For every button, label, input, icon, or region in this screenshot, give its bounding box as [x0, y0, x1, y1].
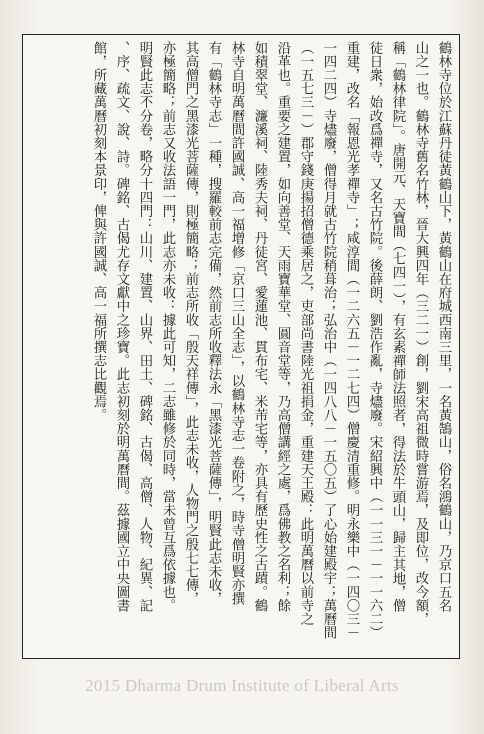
text-column: 重建，改名「報恩光孝禪寺」；咸淳間（一二六五－一二七四）僧慶清重修。明永樂中（一四〇三－ [344, 41, 359, 640]
text-column: 明賢此志不分卷，略分十四門：山川、建置、山界、田土、碑銘、古偈、高僧、人物、紀異、記 [137, 41, 152, 613]
text-column: 山之一也。鶴林寺舊名竹林，晉大興四年（三二一）創，劉宋高祖微時嘗游焉，及即位，改今額， [413, 41, 428, 626]
text-column: 如積翠堂、濂溪祠、陸秀夫祠、丹徒宮、愛蓮池、貫布宅、米芾宅等，亦具有歷史性之古蹟。鶴 [252, 41, 267, 613]
text-column: （一五七三－）郡守錢庚揚招僧德乘居之，吏部尚書陸光祖捐金，重建天王殿：此明萬曆以前寺之 [298, 41, 313, 626]
vertical-text-block [29, 41, 453, 652]
text-column: 亦極簡略；前志又收法語一門，此志亦未收：據此可知，二志雖修於同時，當未曾互爲依據也。 [160, 41, 175, 613]
text-frame [22, 34, 460, 659]
text-column: 林寺自明萬曆間許國誠、高一福增修「京口三山全志」，以鶴林寺志一卷附之，時寺僧明賢亦撰 [229, 41, 244, 606]
watermark-text: 2015 Dharma Drum Institute of Liberal Arts [85, 676, 399, 695]
text-column: 其高僧門之黑漆光菩薩傳，則極簡略；前志所收「殷天祥傳」，此志未收，人物門之殷七七傳， [183, 41, 198, 606]
text-column: 鶴林寺位於江蘇丹徒黃鶴山下，黃鶴山在府城西南三里，一名黃鵠山，俗名鴻鶴山，乃京口五名 [436, 41, 451, 613]
text-column: 有「鶴林寺志」一種，搜羅較前志完備，然前志所收釋法永「黑漆光菩薩傳」，明賢此志未收， [206, 41, 221, 606]
text-column: 徒日衆，始改爲禪寺，又名古竹院。後薛朗、劉浩作亂，寺燼廢。宋紹興中（一一三一－一一六二） [367, 41, 382, 640]
text-column: 、序、疏文、說、詩。碑銘、古偈尤存文獻中之珍寶。此志初刻於明萬曆間。茲據國立中央圖書 [114, 41, 129, 613]
text-column: 一四二四）寺燼廢，僧得月就古竹院稍葺治；弘治中（一四八八－一五〇五）了心始建殿宇；萬曆間 [321, 41, 336, 640]
text-column: 沿革也。重要之建置，如向善堂、天雨寶華堂、圓音堂等，乃高僧講經之處，爲佛教之名利；餘 [275, 41, 290, 613]
text-column: 稱「鶴林律院」。唐開元、天寶間（七四一），有玄素禪師法照者，得法於牛頭山，歸主其地，僧 [390, 41, 405, 613]
text-column: 館，所藏萬曆初刻本景印，俾與許國誠、高一福所撰志比觀焉。 [91, 41, 106, 422]
